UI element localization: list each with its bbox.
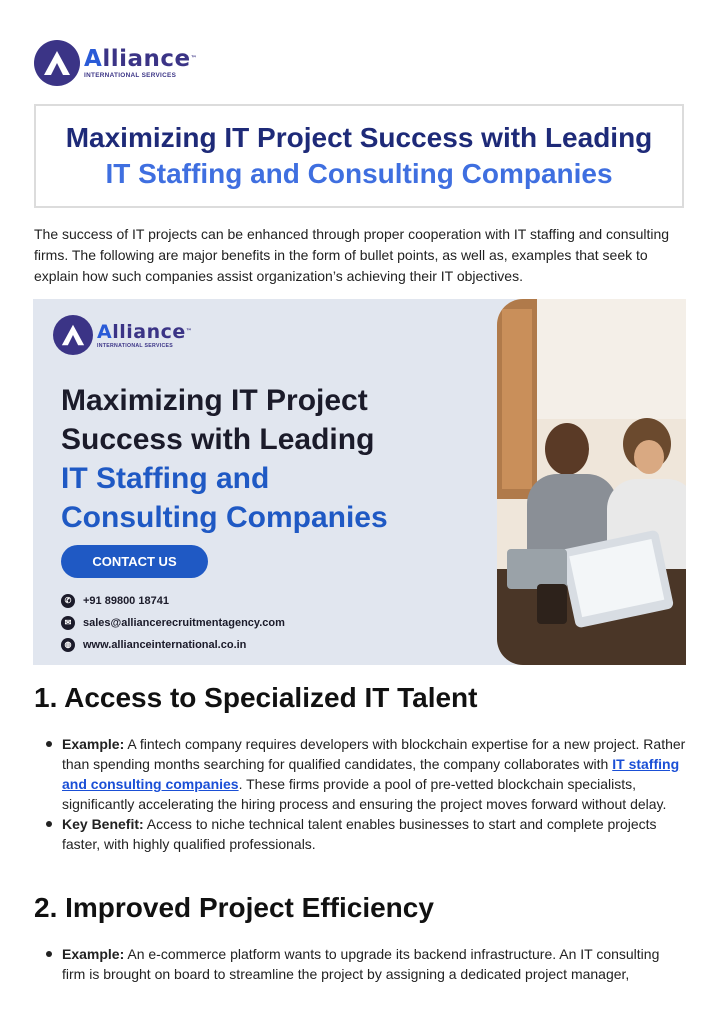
item-text: A fintech company requires developers with blockchain expertise for a new project. Rather than spending months searching for qualified candidates, the company collaborates with: [62, 736, 686, 772]
item-text: Access to niche technical talent enables businesses to start and complete projects faster, with highly qualified professionals.: [62, 816, 657, 852]
company-logo: [34, 38, 197, 88]
section-heading: 1. Access to Specialized IT Talent: [34, 682, 478, 713]
globe-icon: ◍: [61, 638, 75, 652]
page-title-line2: IT Staffing and Consulting Companies: [105, 158, 613, 189]
item-label: Example:: [62, 946, 125, 962]
item-text: An e-commerce platform wants to upgrade its backend infrastructure. An IT consulting firm is brought on board to streamline the project by assigning a dedicated project manager,: [62, 946, 660, 982]
logo-a-icon: [53, 315, 93, 355]
banner-title-line: IT Staffing and: [61, 462, 270, 495]
logo-name: Alliance™: [84, 46, 198, 72]
team-photo: [497, 299, 686, 665]
email-address: sales@alliancerecruitmentagency.com: [83, 617, 285, 629]
phone-icon: ✆: [61, 594, 75, 608]
phone-contact: [61, 594, 169, 608]
item-text: . These firms provide a pool of pre-vetted blockchain specialists, significantly accelerating the hiring process and ensuring the project moves forward without delay.: [62, 776, 667, 812]
page-title-line1: Maximizing IT Project Success with Leading: [65, 122, 653, 153]
item-label: Key Benefit:: [62, 816, 144, 832]
title-box: [34, 104, 684, 208]
banner-logo-subtitle: INTERNATIONAL SERVICES: [97, 342, 174, 349]
section-heading: 2. Improved Project Efficiency: [34, 892, 434, 923]
website-contact: [61, 638, 246, 652]
banner-title-line: Success with Leading: [61, 423, 375, 456]
intro-paragraph: The success of IT projects can be enhanced through proper cooperation with IT staffing and consulting firms. The following are major benefits in the form of bullet points, as well as, examples that seek to explain how such companies assist organization’s achieving their IT objectives.: [34, 226, 670, 284]
list-item: [34, 814, 686, 854]
email-contact: [61, 616, 285, 630]
banner-title-line: Maximizing IT Project: [61, 384, 368, 417]
banner-title: [61, 381, 388, 537]
item-label: Example:: [62, 736, 125, 752]
logo-a-icon: [34, 40, 80, 86]
contact-us-button[interactable]: CONTACT US: [61, 545, 208, 578]
mail-icon: ✉: [61, 616, 75, 630]
section-2-list: [34, 944, 686, 984]
banner-logo: [53, 315, 192, 355]
list-item: [34, 944, 686, 984]
promo-banner: [33, 299, 686, 665]
section-1-list: [34, 734, 686, 854]
banner-title-line: Consulting Companies: [61, 501, 388, 534]
banner-logo-name: Alliance™: [97, 320, 193, 343]
it-staffing-link[interactable]: IT staffing and consulting companies: [62, 756, 680, 792]
website-url: www.allianceinternational.co.in: [83, 639, 247, 651]
phone-number: +91 89800 18741: [83, 595, 169, 607]
logo-subtitle: INTERNATIONAL SERVICES: [84, 72, 177, 79]
list-item: [34, 734, 686, 814]
